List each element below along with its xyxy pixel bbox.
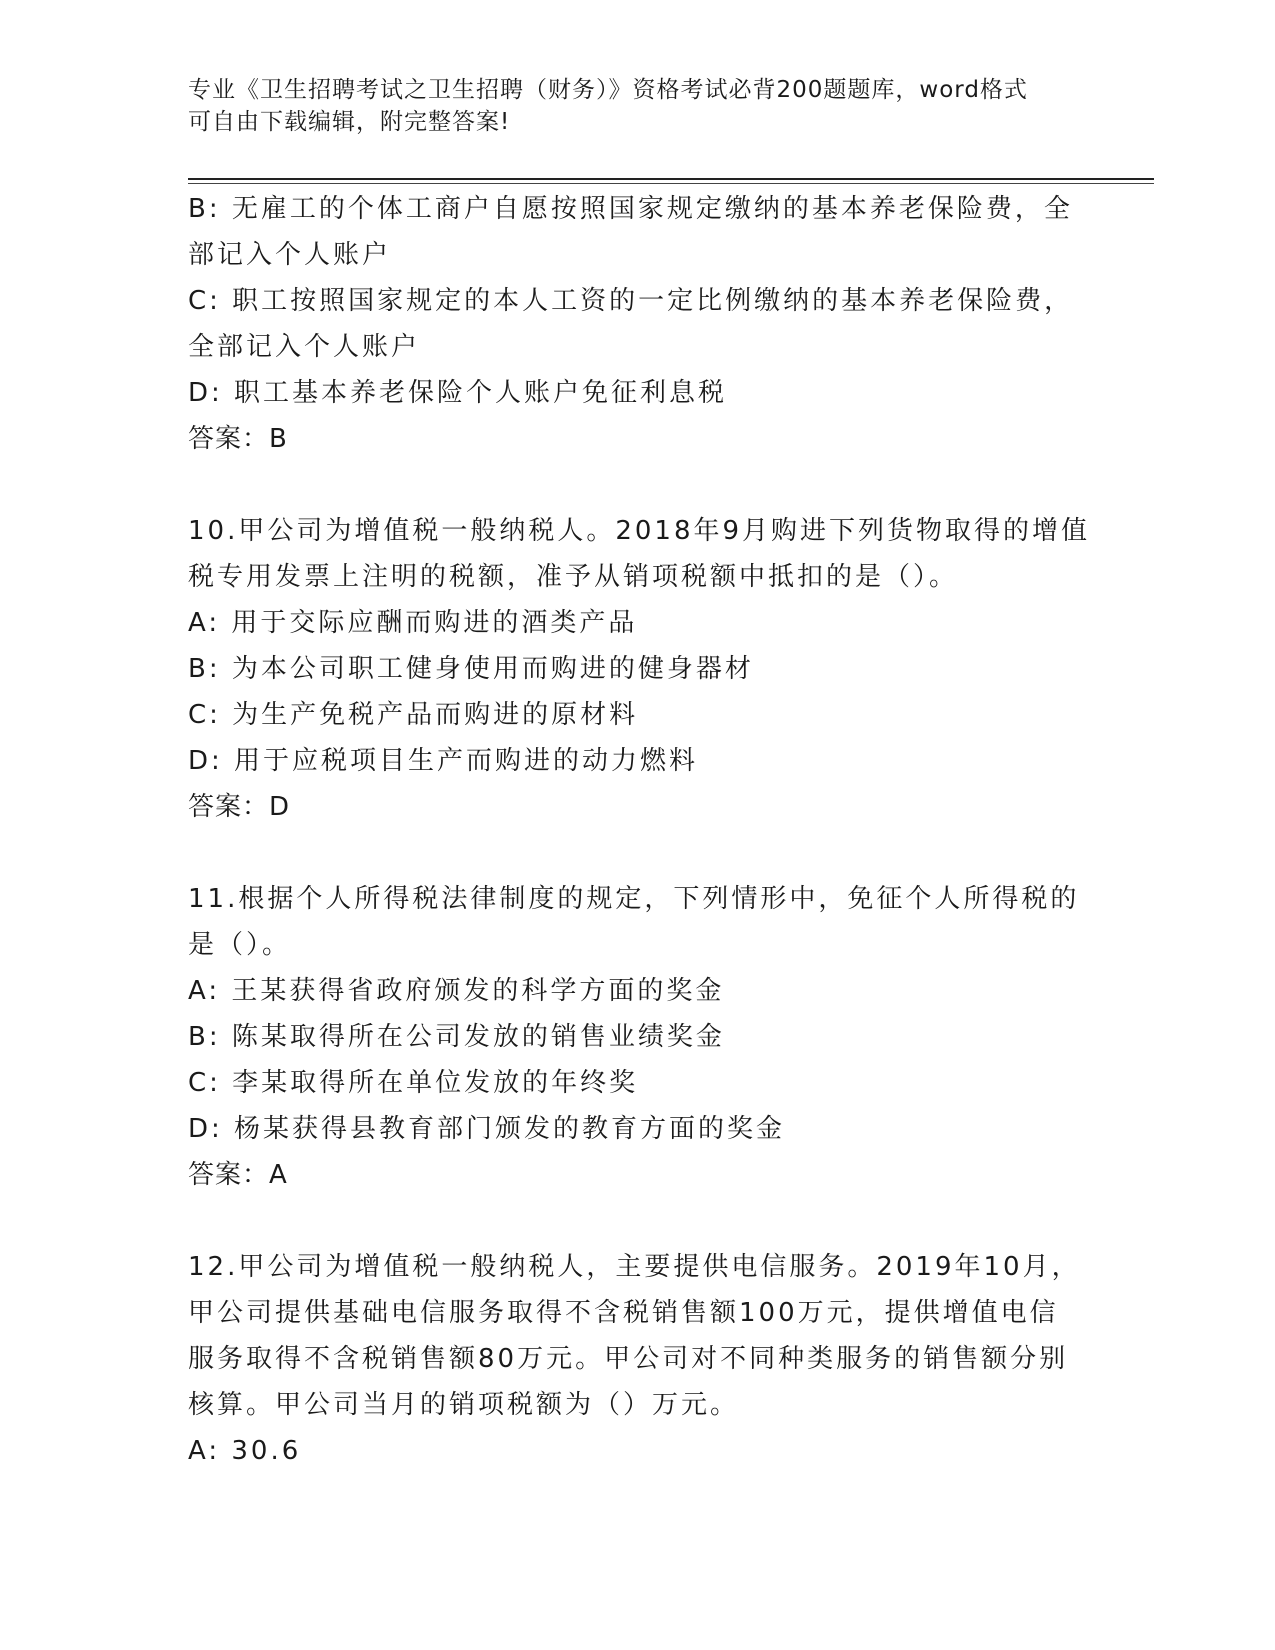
spacer [188,1198,1088,1244]
document-body [188,186,1091,1474]
q10-option-c: C: 为生产免税产品而购进的原材料 [188,700,639,730]
q12-stem-line-3: 服务取得不含税销售额80万元。甲公司对不同种类服务的销售额分别 [188,1344,1069,1374]
question-10 [188,508,1091,830]
q10-stem-line-1: 10.甲公司为增值税一般纳税人。2018年9月购进下列货物取得的增值 [188,516,1091,546]
q9-option-d: D: 职工基本养老保险个人账户免征利息税 [188,378,728,408]
header-divider-thin [188,183,1154,184]
header-title-line-1: 专业《卫生招聘考试之卫生招聘（财务）》资格考试必背200题题库，word格式 [188,77,1028,103]
header-title-line-2: 可自由下载编辑，附完整答案! [188,109,511,135]
spacer [188,462,1088,508]
q9-option-c-line-2: 全部记入个人账户 [188,332,421,362]
q12-stem-line-4: 核算。甲公司当月的销项税额为（）万元。 [188,1390,740,1420]
header-divider-thick [188,178,1154,180]
q9-option-b-line-1: B: 无雇工的个体工商户自愿按照国家规定缴纳的基本养老保险费，全 [188,194,1073,224]
q12-stem-line-1: 12.甲公司为增值税一般纳税人，主要提供电信服务。2019年10月， [188,1252,1081,1282]
q11-stem-line-1: 11.根据个人所得税法律制度的规定，下列情形中，免征个人所得税的 [188,884,1080,914]
q10-option-a: A: 用于交际应酬而购进的酒类产品 [188,608,638,638]
question-11 [188,876,1088,1198]
q9-answer: 答案：B [188,424,288,454]
page-header [188,74,1088,138]
q10-answer: 答案：D [188,792,291,822]
q9-option-c-line-1: C: 职工按照国家规定的本人工资的一定比例缴纳的基本养老保险费， [188,286,1074,316]
spacer [188,830,1088,876]
q11-option-a: A: 王某获得省政府颁发的科学方面的奖金 [188,976,725,1006]
q12-option-a: A: 30.6 [188,1436,302,1466]
q11-answer: 答案：A [188,1160,288,1190]
question-9-tail [188,186,1088,462]
q9-option-b-line-2: 部记入个人账户 [188,240,392,270]
q10-option-b: B: 为本公司职工健身使用而购进的健身器材 [188,654,754,684]
question-12 [188,1244,1088,1474]
q10-option-d: D: 用于应税项目生产而购进的动力燃料 [188,746,699,776]
q11-stem-line-2: 是（）。 [188,930,292,960]
q11-option-b: B: 陈某取得所在公司发放的销售业绩奖金 [188,1022,725,1052]
q10-stem-line-2: 税专用发票上注明的税额，准予从销项税额中抵扣的是（）。 [188,562,959,592]
q12-stem-line-2: 甲公司提供基础电信服务取得不含税销售额100万元，提供增值电信 [188,1298,1059,1328]
q11-option-d: D: 杨某获得县教育部门颁发的教育方面的奖金 [188,1114,786,1144]
q11-option-c: C: 李某取得所在单位发放的年终奖 [188,1068,639,1098]
